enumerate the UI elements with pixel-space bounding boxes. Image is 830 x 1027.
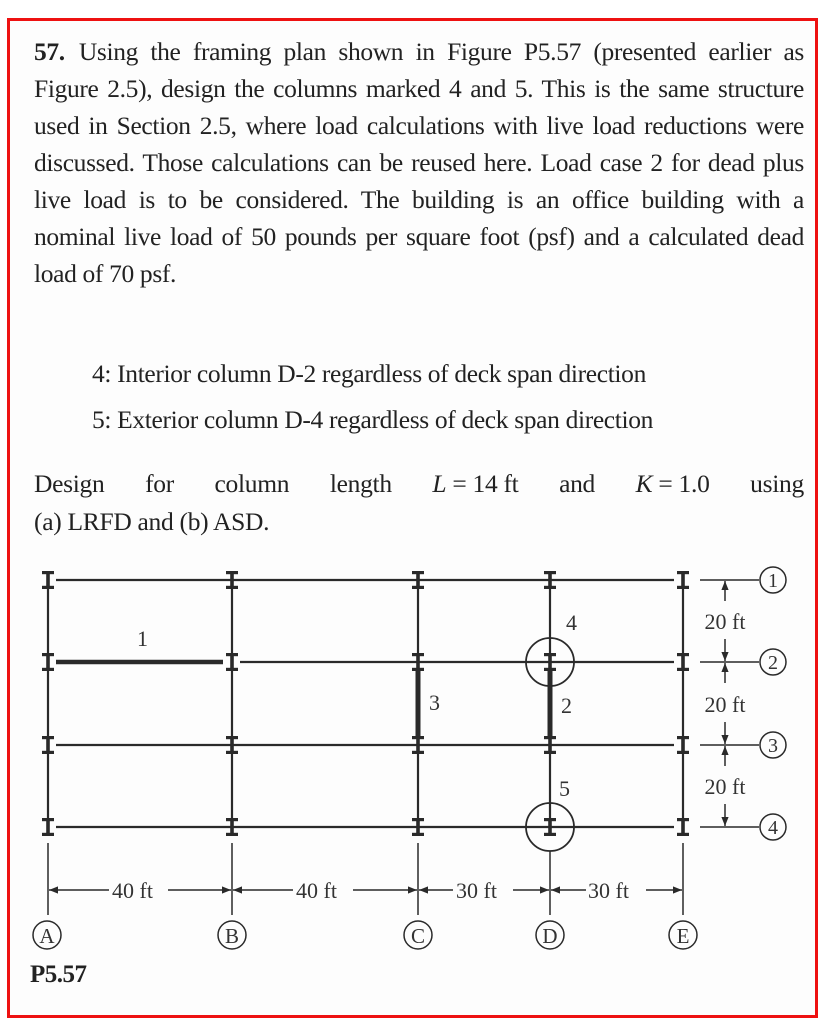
design-word: column bbox=[214, 469, 290, 498]
label-beam-2: 2 bbox=[561, 693, 572, 718]
dim-a-b: 40 ft bbox=[112, 878, 153, 903]
column-girders bbox=[48, 589, 683, 818]
problem-statement bbox=[34, 33, 804, 292]
label-beam-1: 1 bbox=[137, 626, 148, 651]
design-instructions bbox=[34, 465, 804, 541]
k-value: = 1.0 bbox=[658, 469, 710, 498]
design-line-2: (a) LRFD and (b) ASD. bbox=[34, 507, 270, 536]
grid-bubble-2: 2 bbox=[768, 652, 778, 674]
design-line-1 bbox=[34, 465, 804, 503]
column-item-5: 5: Exterior column D-4 regardless of deck span direction bbox=[92, 405, 654, 434]
problem-text: Using the framing plan shown in Figure P5.57 (presented earlier as Figure 2.5), design the columns marked 4 and 5. This is the same structure used in Section 2.5, where load calculations with live load reductions were discussed. Those calculations can be reused here. Load case 2 for dead plus live load is to be considered. The building is an office building with a nominal live load of 50 pounds per square foot (psf) and a calculated dead load of 70 psf. bbox=[34, 37, 804, 288]
design-word: Design bbox=[34, 469, 105, 498]
problem-number: 57. bbox=[34, 37, 65, 66]
row-beams bbox=[56, 580, 674, 827]
grid-bubble-4: 4 bbox=[768, 817, 778, 839]
problem-frame bbox=[7, 18, 818, 1018]
grid-bubble-1: 1 bbox=[768, 570, 778, 592]
grid-bubble-c: C bbox=[410, 924, 426, 948]
dim-1-2: 20 ft bbox=[704, 609, 746, 634]
length-expression bbox=[432, 465, 518, 503]
design-word: length bbox=[329, 469, 392, 498]
design-word: using bbox=[750, 469, 804, 498]
column-item-4: 4: Interior column D-2 regardless of deck span direction bbox=[92, 359, 646, 388]
grid-bubble-d: D bbox=[542, 924, 558, 948]
dim-c-d: 30 ft bbox=[456, 878, 497, 903]
column-5-highlight bbox=[526, 803, 574, 851]
dim-d-e: 30 ft bbox=[588, 878, 629, 903]
column-list bbox=[92, 351, 653, 443]
design-word: for bbox=[145, 469, 174, 498]
length-variable: L bbox=[432, 469, 447, 498]
length-value: = 14 ft bbox=[452, 469, 519, 498]
dim-3-4: 20 ft bbox=[704, 774, 746, 799]
column-4-highlight bbox=[526, 638, 574, 686]
label-column-4: 4 bbox=[566, 610, 577, 635]
grid-bubble-a: A bbox=[39, 924, 55, 948]
figure-label: P5.57 bbox=[30, 961, 87, 988]
grid-bubble-e: E bbox=[676, 924, 690, 948]
k-variable: K bbox=[635, 469, 653, 498]
column-markers bbox=[42, 571, 689, 836]
k-expression bbox=[636, 465, 710, 503]
grid-bubble-b: B bbox=[224, 924, 240, 948]
dim-b-c: 40 ft bbox=[296, 878, 337, 903]
grid-bubble-3: 3 bbox=[768, 735, 778, 757]
dim-2-3: 20 ft bbox=[704, 692, 746, 717]
label-column-5: 5 bbox=[559, 776, 570, 801]
label-beam-3: 3 bbox=[429, 690, 440, 715]
design-word: and bbox=[559, 469, 595, 498]
